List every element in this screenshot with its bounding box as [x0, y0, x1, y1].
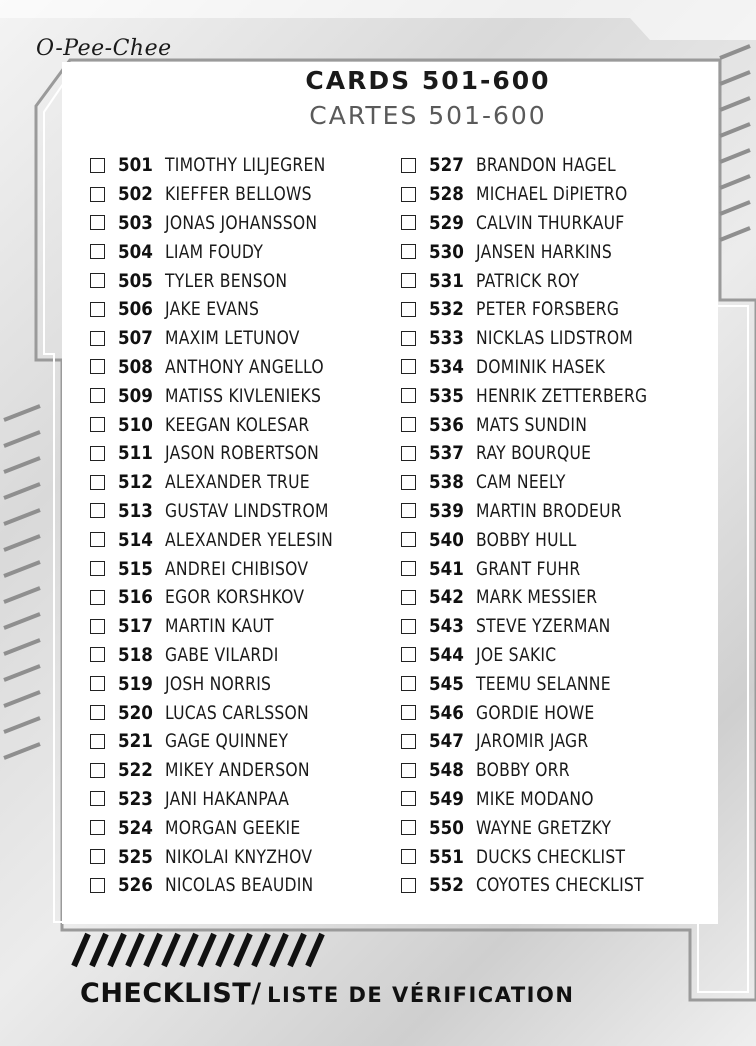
- player-name: GORDIE HOWE: [476, 701, 595, 724]
- checklist-row: [401, 353, 685, 382]
- checklist-row: [401, 727, 685, 756]
- player-name: MICHAEL DiPIETRO: [476, 183, 628, 206]
- card-number: 543: [429, 615, 464, 638]
- card-number: 535: [429, 384, 464, 407]
- card-number: 524: [118, 816, 153, 839]
- checkbox[interactable]: [401, 532, 416, 547]
- player-name: MATS SUNDIN: [476, 413, 588, 436]
- checkbox[interactable]: [90, 244, 105, 259]
- card-number: 547: [429, 730, 464, 753]
- checklist-row: [90, 237, 370, 266]
- checklist-row: [90, 266, 370, 295]
- checklist-row: [90, 727, 370, 756]
- player-name: BOBBY HULL: [476, 528, 577, 551]
- checkbox[interactable]: [401, 647, 416, 662]
- checkbox[interactable]: [90, 359, 105, 374]
- checkbox[interactable]: [90, 273, 105, 288]
- checklist-row: [401, 237, 685, 266]
- card-number: 523: [118, 787, 153, 810]
- checklist-row: [401, 842, 685, 871]
- card-number: 536: [429, 413, 464, 436]
- checklist-row: [90, 669, 370, 698]
- checklist-row: [90, 381, 370, 410]
- footer-checklist: CHECKLIST: [80, 978, 252, 1009]
- checklist-row: [401, 525, 685, 554]
- card-number: 511: [118, 442, 153, 465]
- card-number: 549: [429, 787, 464, 810]
- checkbox[interactable]: [90, 532, 105, 547]
- checkbox[interactable]: [401, 619, 416, 634]
- checklist-row: [401, 468, 685, 497]
- checkbox[interactable]: [90, 331, 105, 346]
- player-name: BOBBY ORR: [476, 759, 570, 782]
- player-name: CAM NEELY: [476, 471, 566, 494]
- checklist-row: [90, 871, 370, 900]
- player-name: DUCKS CHECKLIST: [476, 845, 626, 868]
- player-name: CALVIN THURKAUF: [476, 211, 625, 234]
- checkbox[interactable]: [401, 503, 416, 518]
- checklist-row: [401, 410, 685, 439]
- player-name: MARTIN BRODEUR: [476, 499, 622, 522]
- checkbox[interactable]: [90, 763, 105, 778]
- checklist-row: [401, 641, 685, 670]
- card-number: 502: [118, 183, 153, 206]
- checklist-row: [90, 525, 370, 554]
- card-number: 515: [118, 557, 153, 580]
- checkbox[interactable]: [90, 475, 105, 490]
- player-name: ALEXANDER YELESIN: [165, 528, 333, 551]
- card-number: 534: [429, 355, 464, 378]
- card-number: 518: [118, 643, 153, 666]
- card-number: 516: [118, 586, 153, 609]
- checklist-row: [90, 641, 370, 670]
- checkbox[interactable]: [90, 590, 105, 605]
- card-number: 504: [118, 240, 153, 263]
- checklist-row: [401, 698, 685, 727]
- checklist-row: [90, 554, 370, 583]
- card-number: 545: [429, 672, 464, 695]
- checklist-row: [90, 439, 370, 468]
- card-number: 522: [118, 759, 153, 782]
- checkbox[interactable]: [401, 244, 416, 259]
- checkbox[interactable]: [90, 417, 105, 432]
- card-number: 546: [429, 701, 464, 724]
- checkbox[interactable]: [401, 273, 416, 288]
- checkbox[interactable]: [401, 359, 416, 374]
- player-name: MARTIN KAUT: [165, 615, 274, 638]
- checklist-row: [401, 612, 685, 641]
- checkbox[interactable]: [401, 475, 416, 490]
- checklist-row: [401, 324, 685, 353]
- checklist-row: [90, 756, 370, 785]
- player-name: COYOTES CHECKLIST: [476, 874, 644, 897]
- checkbox[interactable]: [90, 561, 105, 576]
- checklist-row: [401, 756, 685, 785]
- checklist-column-left: [90, 151, 370, 900]
- checkbox[interactable]: [90, 158, 105, 173]
- card-number: 551: [429, 845, 464, 868]
- player-name: JANSEN HARKINS: [476, 240, 612, 263]
- checklist-row: [401, 669, 685, 698]
- page-title: CARDS 501-600: [305, 66, 551, 95]
- card-number: 531: [429, 269, 464, 292]
- checkbox[interactable]: [401, 417, 416, 432]
- checkbox[interactable]: [401, 215, 416, 230]
- checklist-row: [401, 381, 685, 410]
- player-name: TYLER BENSON: [165, 269, 288, 292]
- checkbox[interactable]: [90, 676, 105, 691]
- checklist-row: [90, 209, 370, 238]
- card-number: 532: [429, 298, 464, 321]
- checkbox[interactable]: [90, 647, 105, 662]
- card-number: 519: [118, 672, 153, 695]
- card-number: 529: [429, 211, 464, 234]
- player-name: TIMOTHY LILJEGREN: [165, 154, 326, 177]
- player-name: LUCAS CARLSSON: [165, 701, 309, 724]
- checklist-row: [90, 785, 370, 814]
- player-name: GAGE QUINNEY: [165, 730, 289, 753]
- card-number: 512: [118, 471, 153, 494]
- footer-title: [80, 978, 574, 1009]
- card-number: 527: [429, 154, 464, 177]
- checkbox[interactable]: [90, 705, 105, 720]
- checkbox[interactable]: [401, 187, 416, 202]
- player-name: WAYNE GRETZKY: [476, 816, 612, 839]
- card-number: 513: [118, 499, 153, 522]
- checklist-row: [90, 468, 370, 497]
- player-name: KIEFFER BELLOWS: [165, 183, 312, 206]
- card-number: 507: [118, 327, 153, 350]
- checklist-row: [401, 554, 685, 583]
- card-number: 548: [429, 759, 464, 782]
- card-number: 501: [118, 154, 153, 177]
- card-number: 520: [118, 701, 153, 724]
- checkbox[interactable]: [401, 676, 416, 691]
- footer-french: LISTE DE VÉRIFICATION: [267, 983, 575, 1007]
- card-number: 528: [429, 183, 464, 206]
- checkbox[interactable]: [90, 791, 105, 806]
- player-name: JONAS JOHANSSON: [165, 211, 318, 234]
- checkbox[interactable]: [401, 878, 416, 893]
- card-number: 514: [118, 528, 153, 551]
- card-number: 503: [118, 211, 153, 234]
- checkbox[interactable]: [401, 734, 416, 749]
- card-number: 541: [429, 557, 464, 580]
- checkbox[interactable]: [90, 388, 105, 403]
- checkbox[interactable]: [90, 446, 105, 461]
- checklist-row: [401, 209, 685, 238]
- card-number: 517: [118, 615, 153, 638]
- card-number: 525: [118, 845, 153, 868]
- player-name: GABE VILARDI: [165, 643, 279, 666]
- checklist-row: [401, 439, 685, 468]
- checkbox[interactable]: [401, 820, 416, 835]
- page-subtitle: CARTES 501-600: [309, 101, 547, 130]
- card-number: 537: [429, 442, 464, 465]
- player-name: KEEGAN KOLESAR: [165, 413, 310, 436]
- checkbox[interactable]: [401, 705, 416, 720]
- player-name: NICOLAS BEAUDIN: [165, 874, 314, 897]
- checklist-row: [401, 180, 685, 209]
- card-number: 508: [118, 355, 153, 378]
- checkbox[interactable]: [401, 561, 416, 576]
- checklist-row: [90, 295, 370, 324]
- player-name: PATRICK ROY: [476, 269, 580, 292]
- player-name: NICKLAS LIDSTROM: [476, 327, 634, 350]
- player-name: MORGAN GEEKIE: [165, 816, 301, 839]
- player-name: GUSTAV LINDSTROM: [165, 499, 329, 522]
- player-name: EGOR KORSHKOV: [165, 586, 305, 609]
- card-number: 542: [429, 586, 464, 609]
- player-name: JANI HAKANPAA: [165, 787, 290, 810]
- checklist-row: [90, 497, 370, 526]
- checkbox[interactable]: [90, 215, 105, 230]
- player-name: JAKE EVANS: [165, 298, 260, 321]
- player-name: LIAM FOUDY: [165, 240, 264, 263]
- card-number: 540: [429, 528, 464, 551]
- checklist-column-right: [401, 151, 685, 900]
- checklist-row: [90, 180, 370, 209]
- checklist-row: [90, 324, 370, 353]
- card-number: 506: [118, 298, 153, 321]
- checkbox[interactable]: [401, 763, 416, 778]
- card-number: 544: [429, 643, 464, 666]
- checkbox[interactable]: [90, 619, 105, 634]
- player-name: HENRIK ZETTERBERG: [476, 384, 648, 407]
- checklist-row: [90, 353, 370, 382]
- player-name: JAROMIR JAGR: [476, 730, 589, 753]
- checklist-row: [90, 842, 370, 871]
- footer-slash: /: [251, 978, 262, 1009]
- card-number: 510: [118, 413, 153, 436]
- card-number: 552: [429, 874, 464, 897]
- player-name: JASON ROBERTSON: [165, 442, 320, 465]
- card-number: 521: [118, 730, 153, 753]
- card-number: 526: [118, 874, 153, 897]
- checkbox[interactable]: [90, 734, 105, 749]
- player-name: ANTHONY ANGELLO: [165, 355, 324, 378]
- checkbox[interactable]: [401, 849, 416, 864]
- player-name: PETER FORSBERG: [476, 298, 620, 321]
- card-number: 533: [429, 327, 464, 350]
- player-name: MARK MESSIER: [476, 586, 598, 609]
- card-number: 538: [429, 471, 464, 494]
- checklist-row: [90, 151, 370, 180]
- checklist-row: [90, 698, 370, 727]
- checkbox[interactable]: [401, 791, 416, 806]
- checkbox[interactable]: [90, 820, 105, 835]
- player-name: MIKEY ANDERSON: [165, 759, 310, 782]
- player-name: BRANDON HAGEL: [476, 154, 616, 177]
- checkbox[interactable]: [90, 503, 105, 518]
- player-name: MIKE MODANO: [476, 787, 594, 810]
- checkbox[interactable]: [401, 158, 416, 173]
- player-name: RAY BOURQUE: [476, 442, 592, 465]
- checklist-row: [401, 497, 685, 526]
- card-number: 539: [429, 499, 464, 522]
- player-name: ALEXANDER TRUE: [165, 471, 310, 494]
- checkbox[interactable]: [90, 302, 105, 317]
- player-name: GRANT FUHR: [476, 557, 581, 580]
- checkbox[interactable]: [401, 302, 416, 317]
- checklist-row: [90, 583, 370, 612]
- player-name: STEVE YZERMAN: [476, 615, 611, 638]
- checklist-row: [401, 295, 685, 324]
- checkbox[interactable]: [90, 187, 105, 202]
- checkbox[interactable]: [401, 590, 416, 605]
- player-name: MAXIM LETUNOV: [165, 327, 300, 350]
- card-number: 509: [118, 384, 153, 407]
- checklist-row: [401, 871, 685, 900]
- card-number: 550: [429, 816, 464, 839]
- checklist-row: [90, 410, 370, 439]
- checklist-row: [401, 785, 685, 814]
- opeechee-logo: O-Pee-Chee: [36, 36, 172, 61]
- checkbox[interactable]: [90, 849, 105, 864]
- checklist-row: [401, 583, 685, 612]
- card-number: 505: [118, 269, 153, 292]
- card-number: 530: [429, 240, 464, 263]
- player-name: TEEMU SELANNE: [476, 672, 611, 695]
- player-name: JOE SAKIC: [476, 643, 557, 666]
- checkbox[interactable]: [401, 331, 416, 346]
- player-name: JOSH NORRIS: [165, 672, 272, 695]
- checklist-row: [401, 266, 685, 295]
- checkbox[interactable]: [401, 446, 416, 461]
- player-name: NIKOLAI KNYZHOV: [165, 845, 313, 868]
- checkbox[interactable]: [401, 388, 416, 403]
- player-name: ANDREI CHIBISOV: [165, 557, 309, 580]
- player-name: DOMINIK HASEK: [476, 355, 606, 378]
- checklist-row: [401, 151, 685, 180]
- checklist-row: [90, 612, 370, 641]
- checklist-row: [90, 813, 370, 842]
- player-name: MATISS KIVLENIEKS: [165, 384, 322, 407]
- checkbox[interactable]: [90, 878, 105, 893]
- checklist-row: [401, 813, 685, 842]
